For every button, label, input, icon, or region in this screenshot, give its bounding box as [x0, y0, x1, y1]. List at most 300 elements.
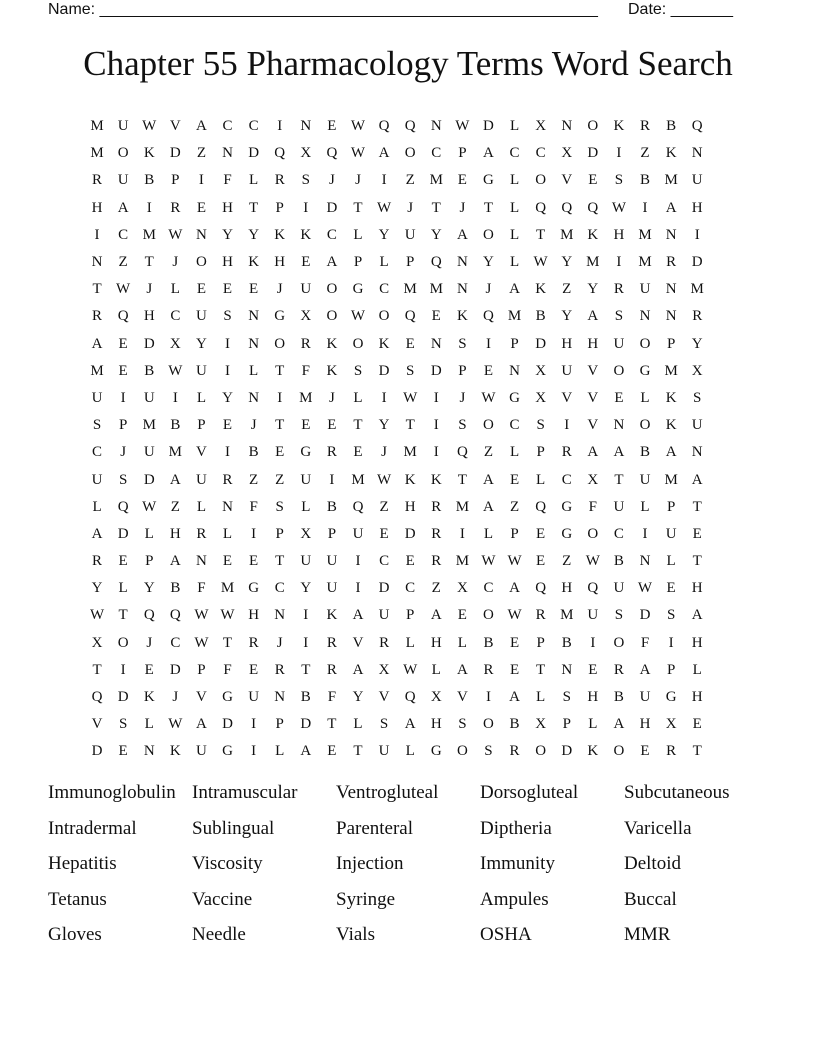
- grid-letter[interactable]: O: [117, 145, 129, 162]
- grid-letter[interactable]: A: [613, 444, 625, 461]
- grid-letter[interactable]: M: [142, 417, 156, 434]
- grid-letter[interactable]: E: [327, 743, 337, 760]
- grid-letter[interactable]: X: [169, 335, 181, 352]
- grid-letter[interactable]: A: [665, 444, 677, 461]
- grid-letter[interactable]: T: [692, 498, 702, 515]
- grid-letter[interactable]: Z: [118, 254, 128, 271]
- grid-letter[interactable]: X: [535, 716, 547, 733]
- grid-letter[interactable]: F: [640, 634, 650, 651]
- grid-letter[interactable]: Y: [248, 226, 260, 243]
- grid-letter[interactable]: Y: [196, 335, 207, 352]
- grid-letter[interactable]: A: [509, 689, 520, 706]
- grid-letter[interactable]: I: [433, 389, 439, 406]
- grid-letter[interactable]: I: [485, 335, 491, 352]
- grid-letter[interactable]: E: [692, 525, 702, 542]
- grid-letter[interactable]: R: [222, 471, 233, 488]
- grid-letter[interactable]: D: [535, 335, 547, 352]
- grid-letter[interactable]: L: [196, 498, 206, 515]
- grid-letter[interactable]: A: [378, 145, 390, 162]
- grid-letter[interactable]: Q: [117, 308, 129, 325]
- grid-letter[interactable]: P: [562, 716, 571, 733]
- grid-letter[interactable]: A: [430, 607, 442, 624]
- grid-letter[interactable]: M: [429, 281, 443, 298]
- grid-letter[interactable]: A: [483, 145, 494, 162]
- grid-letter[interactable]: C: [613, 525, 624, 542]
- grid-letter[interactable]: E: [118, 743, 128, 760]
- grid-letter[interactable]: S: [353, 362, 363, 379]
- grid-letter[interactable]: N: [561, 118, 573, 135]
- grid-letter[interactable]: E: [118, 553, 128, 570]
- grid-letter[interactable]: O: [639, 417, 651, 434]
- grid-letter[interactable]: I: [485, 689, 491, 706]
- grid-letter[interactable]: D: [300, 716, 312, 733]
- grid-letter[interactable]: W: [507, 607, 522, 624]
- grid-letter[interactable]: V: [378, 689, 390, 706]
- grid-letter[interactable]: X: [561, 145, 573, 162]
- grid-letter[interactable]: L: [509, 199, 520, 216]
- grid-letter[interactable]: U: [196, 471, 207, 488]
- grid-letter[interactable]: P: [353, 254, 363, 271]
- grid-letter[interactable]: E: [509, 634, 520, 651]
- grid-letter[interactable]: C: [170, 634, 181, 651]
- grid-letter[interactable]: A: [352, 607, 364, 624]
- grid-letter[interactable]: C: [274, 580, 285, 597]
- grid-letter[interactable]: L: [640, 389, 650, 406]
- grid-letter[interactable]: R: [666, 254, 677, 271]
- grid-letter[interactable]: R: [431, 498, 442, 515]
- grid-letter[interactable]: J: [146, 281, 153, 298]
- grid-letter[interactable]: L: [170, 281, 180, 298]
- grid-letter[interactable]: K: [587, 226, 599, 243]
- grid-letter[interactable]: Z: [483, 444, 494, 461]
- grid-letter[interactable]: Q: [352, 498, 364, 515]
- grid-letter[interactable]: C: [222, 118, 233, 135]
- grid-letter[interactable]: D: [639, 607, 651, 624]
- grid-letter[interactable]: E: [431, 308, 441, 325]
- grid-letter[interactable]: M: [220, 580, 235, 597]
- grid-letter[interactable]: T: [249, 199, 259, 216]
- grid-letter[interactable]: N: [665, 308, 677, 325]
- grid-letter[interactable]: B: [144, 172, 155, 189]
- grid-letter[interactable]: A: [117, 199, 129, 216]
- grid-letter[interactable]: K: [665, 417, 677, 434]
- grid-letter[interactable]: T: [92, 281, 102, 298]
- grid-letter[interactable]: E: [457, 172, 467, 189]
- grid-letter[interactable]: R: [92, 553, 103, 570]
- grid-letter[interactable]: L: [509, 172, 520, 189]
- grid-letter[interactable]: D: [483, 118, 494, 135]
- grid-letter[interactable]: B: [640, 172, 651, 189]
- grid-letter[interactable]: W: [403, 661, 418, 678]
- grid-letter[interactable]: G: [639, 362, 651, 379]
- grid-letter[interactable]: I: [251, 716, 257, 733]
- grid-letter[interactable]: Q: [587, 580, 599, 597]
- grid-letter[interactable]: L: [301, 498, 311, 515]
- grid-letter[interactable]: L: [353, 226, 363, 243]
- grid-letter[interactable]: V: [169, 118, 181, 135]
- grid-letter[interactable]: F: [197, 580, 206, 597]
- grid-letter[interactable]: N: [274, 607, 286, 624]
- grid-letter[interactable]: I: [303, 199, 309, 216]
- grid-letter[interactable]: E: [301, 417, 311, 434]
- grid-letter[interactable]: M: [90, 145, 104, 162]
- grid-letter[interactable]: U: [143, 444, 155, 461]
- grid-letter[interactable]: D: [326, 199, 338, 216]
- grid-letter[interactable]: M: [507, 308, 522, 325]
- grid-letter[interactable]: W: [376, 471, 392, 488]
- grid-letter[interactable]: Q: [404, 689, 416, 706]
- grid-letter[interactable]: T: [457, 471, 467, 488]
- grid-letter[interactable]: I: [225, 335, 231, 352]
- grid-letter[interactable]: B: [326, 498, 337, 515]
- grid-letter[interactable]: N: [561, 661, 573, 678]
- grid-letter[interactable]: L: [379, 254, 389, 271]
- grid-letter[interactable]: G: [561, 498, 573, 515]
- grid-letter[interactable]: M: [429, 172, 443, 189]
- grid-letter[interactable]: S: [118, 471, 128, 488]
- grid-letter[interactable]: X: [300, 145, 312, 162]
- grid-letter[interactable]: M: [664, 362, 678, 379]
- grid-letter[interactable]: I: [225, 444, 231, 461]
- grid-letter[interactable]: A: [352, 661, 364, 678]
- grid-letter[interactable]: P: [458, 362, 467, 379]
- grid-letter[interactable]: R: [326, 661, 337, 678]
- grid-letter[interactable]: X: [430, 689, 442, 706]
- grid-letter[interactable]: T: [536, 661, 546, 678]
- grid-letter[interactable]: X: [378, 661, 390, 678]
- grid-letter[interactable]: A: [300, 743, 312, 760]
- grid-letter[interactable]: G: [300, 444, 312, 461]
- grid-letter[interactable]: S: [458, 417, 467, 434]
- grid-letter[interactable]: B: [561, 634, 572, 651]
- grid-letter[interactable]: N: [91, 254, 103, 271]
- grid-letter[interactable]: D: [143, 335, 155, 352]
- grid-letter[interactable]: L: [144, 716, 154, 733]
- grid-letter[interactable]: A: [169, 553, 181, 570]
- grid-letter[interactable]: K: [326, 607, 338, 624]
- grid-letter[interactable]: M: [690, 281, 704, 298]
- grid-letter[interactable]: U: [613, 580, 625, 597]
- grid-letter[interactable]: A: [509, 281, 520, 298]
- grid-letter[interactable]: V: [196, 444, 207, 461]
- grid-letter[interactable]: W: [168, 362, 183, 379]
- grid-letter[interactable]: R: [613, 661, 624, 678]
- grid-letter[interactable]: W: [350, 118, 366, 135]
- grid-letter[interactable]: P: [275, 716, 284, 733]
- grid-letter[interactable]: I: [694, 226, 700, 243]
- grid-letter[interactable]: D: [378, 362, 390, 379]
- grid-letter[interactable]: Y: [561, 308, 573, 325]
- grid-letter[interactable]: K: [248, 254, 260, 271]
- grid-letter[interactable]: X: [535, 362, 547, 379]
- grid-letter[interactable]: U: [691, 172, 703, 189]
- grid-letter[interactable]: H: [169, 525, 181, 542]
- grid-letter[interactable]: N: [665, 226, 677, 243]
- grid-letter[interactable]: A: [456, 226, 468, 243]
- grid-letter[interactable]: T: [431, 199, 441, 216]
- grid-letter[interactable]: S: [693, 389, 702, 406]
- grid-letter[interactable]: E: [405, 335, 415, 352]
- grid-letter[interactable]: Q: [143, 607, 155, 624]
- grid-letter[interactable]: P: [666, 335, 676, 352]
- grid-letter[interactable]: M: [299, 389, 313, 406]
- grid-letter[interactable]: R: [248, 634, 259, 651]
- grid-letter[interactable]: Q: [456, 444, 468, 461]
- grid-letter[interactable]: V: [587, 362, 599, 379]
- grid-letter[interactable]: M: [351, 471, 365, 488]
- grid-letter[interactable]: H: [561, 580, 573, 597]
- grid-letter[interactable]: W: [611, 199, 626, 216]
- grid-letter[interactable]: G: [222, 689, 233, 706]
- grid-letter[interactable]: I: [277, 118, 283, 135]
- grid-letter[interactable]: D: [561, 743, 573, 760]
- grid-letter[interactable]: M: [560, 226, 574, 243]
- grid-letter[interactable]: H: [222, 199, 233, 216]
- grid-letter[interactable]: K: [143, 145, 155, 162]
- grid-letter[interactable]: U: [326, 553, 338, 570]
- grid-letter[interactable]: N: [691, 145, 703, 162]
- grid-letter[interactable]: E: [509, 661, 520, 678]
- grid-letter[interactable]: Z: [379, 498, 389, 515]
- grid-letter[interactable]: Q: [169, 607, 181, 624]
- grid-letter[interactable]: W: [194, 634, 209, 651]
- grid-letter[interactable]: S: [275, 498, 284, 515]
- grid-letter[interactable]: O: [483, 226, 494, 243]
- grid-letter[interactable]: L: [353, 716, 363, 733]
- grid-letter[interactable]: Y: [691, 335, 703, 352]
- grid-letter[interactable]: M: [664, 471, 678, 488]
- grid-letter[interactable]: A: [691, 607, 703, 624]
- grid-letter[interactable]: J: [146, 634, 153, 651]
- grid-letter[interactable]: L: [222, 525, 233, 542]
- grid-letter[interactable]: E: [301, 254, 311, 271]
- grid-letter[interactable]: G: [222, 743, 233, 760]
- grid-letter[interactable]: Z: [249, 471, 259, 488]
- grid-letter[interactable]: W: [168, 716, 183, 733]
- grid-letter[interactable]: S: [406, 362, 415, 379]
- grid-letter[interactable]: M: [638, 254, 652, 271]
- grid-letter[interactable]: T: [353, 743, 363, 760]
- grid-letter[interactable]: L: [118, 580, 128, 597]
- grid-letter[interactable]: L: [666, 553, 676, 570]
- grid-letter[interactable]: E: [692, 716, 702, 733]
- grid-letter[interactable]: Y: [222, 226, 233, 243]
- grid-letter[interactable]: Q: [378, 118, 390, 135]
- grid-letter[interactable]: E: [222, 553, 233, 570]
- grid-letter[interactable]: Z: [509, 498, 520, 515]
- grid-letter[interactable]: G: [483, 172, 494, 189]
- grid-letter[interactable]: H: [91, 199, 103, 216]
- grid-letter[interactable]: W: [637, 580, 653, 597]
- grid-letter[interactable]: M: [168, 444, 182, 461]
- grid-letter[interactable]: A: [91, 335, 103, 352]
- grid-letter[interactable]: E: [457, 607, 467, 624]
- grid-letter[interactable]: U: [300, 281, 312, 298]
- grid-letter[interactable]: N: [430, 335, 442, 352]
- grid-letter[interactable]: A: [665, 199, 677, 216]
- grid-letter[interactable]: M: [586, 254, 600, 271]
- grid-letter[interactable]: A: [483, 498, 494, 515]
- grid-letter[interactable]: G: [430, 743, 442, 760]
- grid-letter[interactable]: T: [614, 471, 624, 488]
- grid-letter[interactable]: U: [378, 743, 390, 760]
- grid-letter[interactable]: Y: [222, 389, 233, 406]
- grid-letter[interactable]: O: [535, 172, 547, 189]
- grid-letter[interactable]: S: [614, 172, 624, 189]
- grid-letter[interactable]: O: [613, 634, 625, 651]
- grid-letter[interactable]: H: [430, 716, 442, 733]
- grid-letter[interactable]: D: [404, 525, 416, 542]
- grid-letter[interactable]: J: [276, 634, 283, 651]
- grid-letter[interactable]: Q: [561, 199, 573, 216]
- grid-letter[interactable]: O: [326, 281, 338, 298]
- grid-letter[interactable]: R: [431, 553, 442, 570]
- grid-letter[interactable]: R: [196, 525, 207, 542]
- grid-letter[interactable]: K: [378, 335, 390, 352]
- grid-letter[interactable]: R: [379, 634, 390, 651]
- grid-letter[interactable]: S: [484, 743, 493, 760]
- grid-letter[interactable]: A: [509, 580, 520, 597]
- grid-letter[interactable]: U: [613, 335, 625, 352]
- grid-letter[interactable]: N: [300, 118, 312, 135]
- grid-letter[interactable]: K: [300, 226, 312, 243]
- grid-letter[interactable]: T: [405, 417, 415, 434]
- grid-letter[interactable]: U: [326, 580, 338, 597]
- grid-letter[interactable]: U: [587, 607, 599, 624]
- grid-letter[interactable]: G: [248, 580, 260, 597]
- grid-letter[interactable]: S: [458, 335, 467, 352]
- grid-letter[interactable]: C: [170, 308, 181, 325]
- grid-letter[interactable]: U: [196, 308, 207, 325]
- grid-letter[interactable]: Q: [404, 308, 416, 325]
- grid-letter[interactable]: D: [143, 471, 155, 488]
- grid-letter[interactable]: M: [664, 172, 678, 189]
- grid-letter[interactable]: N: [196, 553, 207, 570]
- grid-letter[interactable]: B: [509, 716, 520, 733]
- grid-letter[interactable]: E: [483, 362, 494, 379]
- grid-letter[interactable]: T: [327, 716, 337, 733]
- grid-letter[interactable]: U: [378, 607, 390, 624]
- grid-letter[interactable]: E: [640, 743, 650, 760]
- grid-letter[interactable]: W: [142, 118, 157, 135]
- grid-letter[interactable]: I: [355, 553, 361, 570]
- grid-letter[interactable]: J: [355, 172, 361, 189]
- grid-letter[interactable]: J: [120, 444, 127, 461]
- grid-letter[interactable]: Y: [91, 580, 103, 597]
- grid-letter[interactable]: U: [561, 362, 573, 379]
- grid-letter[interactable]: U: [196, 743, 207, 760]
- grid-letter[interactable]: O: [587, 118, 599, 135]
- grid-letter[interactable]: T: [144, 254, 154, 271]
- grid-letter[interactable]: N: [248, 308, 260, 325]
- grid-letter[interactable]: M: [455, 498, 470, 515]
- grid-letter[interactable]: K: [169, 743, 181, 760]
- grid-letter[interactable]: G: [274, 308, 286, 325]
- grid-letter[interactable]: R: [300, 335, 311, 352]
- grid-letter[interactable]: I: [251, 743, 257, 760]
- grid-letter[interactable]: U: [300, 471, 312, 488]
- grid-letter[interactable]: G: [665, 689, 677, 706]
- grid-letter[interactable]: F: [301, 362, 310, 379]
- grid-letter[interactable]: N: [639, 308, 651, 325]
- date-field[interactable]: Date: _______: [628, 1, 733, 18]
- grid-letter[interactable]: I: [303, 607, 309, 624]
- grid-letter[interactable]: Z: [562, 553, 572, 570]
- grid-letter[interactable]: W: [168, 226, 183, 243]
- grid-letter[interactable]: P: [275, 199, 284, 216]
- grid-letter[interactable]: C: [509, 417, 520, 434]
- grid-letter[interactable]: L: [509, 444, 520, 461]
- grid-letter[interactable]: P: [171, 172, 180, 189]
- grid-letter[interactable]: D: [117, 689, 129, 706]
- grid-letter[interactable]: U: [639, 471, 651, 488]
- grid-letter[interactable]: U: [117, 118, 129, 135]
- grid-letter[interactable]: W: [142, 498, 157, 515]
- grid-letter[interactable]: R: [535, 607, 546, 624]
- grid-letter[interactable]: E: [405, 553, 415, 570]
- grid-letter[interactable]: W: [507, 553, 522, 570]
- grid-letter[interactable]: P: [536, 634, 545, 651]
- grid-letter[interactable]: U: [404, 226, 416, 243]
- grid-letter[interactable]: D: [587, 145, 599, 162]
- grid-letter[interactable]: B: [170, 580, 181, 597]
- grid-letter[interactable]: X: [587, 471, 599, 488]
- grid-letter[interactable]: U: [639, 281, 651, 298]
- grid-letter[interactable]: W: [350, 145, 366, 162]
- grid-letter[interactable]: X: [535, 118, 547, 135]
- grid-letter[interactable]: A: [613, 716, 625, 733]
- grid-letter[interactable]: O: [196, 254, 207, 271]
- grid-letter[interactable]: K: [326, 335, 338, 352]
- grid-letter[interactable]: Y: [378, 226, 390, 243]
- grid-letter[interactable]: O: [378, 308, 390, 325]
- grid-letter[interactable]: T: [275, 362, 285, 379]
- grid-letter[interactable]: W: [585, 553, 600, 570]
- grid-letter[interactable]: Y: [143, 580, 155, 597]
- grid-letter[interactable]: K: [665, 389, 677, 406]
- grid-letter[interactable]: U: [91, 471, 103, 488]
- grid-letter[interactable]: G: [561, 525, 573, 542]
- grid-letter[interactable]: X: [300, 525, 312, 542]
- grid-letter[interactable]: F: [327, 689, 337, 706]
- grid-letter[interactable]: L: [249, 172, 259, 189]
- grid-letter[interactable]: Q: [535, 498, 547, 515]
- grid-letter[interactable]: P: [197, 417, 206, 434]
- grid-letter[interactable]: X: [91, 634, 103, 651]
- grid-letter[interactable]: H: [143, 308, 155, 325]
- grid-letter[interactable]: W: [533, 254, 548, 271]
- grid-letter[interactable]: A: [404, 716, 416, 733]
- grid-letter[interactable]: P: [406, 254, 415, 271]
- grid-letter[interactable]: E: [118, 362, 128, 379]
- grid-letter[interactable]: S: [379, 716, 389, 733]
- grid-letter[interactable]: S: [666, 607, 676, 624]
- grid-letter[interactable]: K: [456, 308, 468, 325]
- grid-letter[interactable]: Q: [91, 689, 103, 706]
- grid-letter[interactable]: Z: [275, 471, 285, 488]
- grid-letter[interactable]: T: [275, 417, 285, 434]
- grid-letter[interactable]: Y: [378, 417, 390, 434]
- grid-letter[interactable]: B: [170, 417, 181, 434]
- grid-letter[interactable]: T: [92, 661, 102, 678]
- grid-letter[interactable]: N: [691, 444, 703, 461]
- grid-letter[interactable]: P: [327, 525, 337, 542]
- grid-letter[interactable]: I: [433, 417, 439, 434]
- grid-letter[interactable]: P: [197, 661, 206, 678]
- grid-letter[interactable]: H: [613, 226, 625, 243]
- grid-letter[interactable]: L: [405, 743, 415, 760]
- grid-letter[interactable]: J: [459, 199, 466, 216]
